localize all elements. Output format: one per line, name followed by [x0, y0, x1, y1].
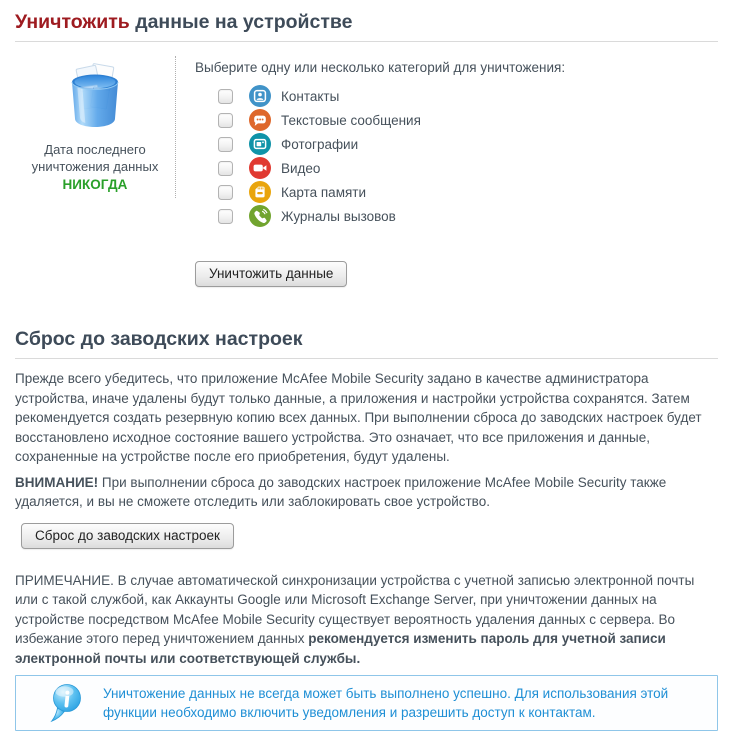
category-prompt: Выберите одну или несколько категорий для уничтожения: [195, 60, 566, 75]
info-box-text: Уничтожение данных не всегда может быть выполнено успешно. Для использования этой функции необходимо включить уведомления и разрешить доступ к контактам. [103, 685, 669, 720]
factory-reset-button[interactable]: Сброс до заводских настроек [21, 523, 234, 549]
contacts-checkbox[interactable] [218, 89, 233, 104]
photos-icon [249, 133, 271, 155]
wipe-title-highlight: Уничтожить [15, 11, 130, 33]
wipe-title-rest: данные на устройстве [129, 11, 353, 33]
photos-checkbox[interactable] [218, 137, 233, 152]
memory-card-checkbox[interactable] [218, 185, 233, 200]
section-divider [15, 358, 718, 359]
info-balloon-icon [48, 683, 84, 723]
reset-warning-paragraph [15, 473, 718, 512]
trash-can-icon [65, 62, 125, 129]
reset-section-title: Сброс до заводских настроек [15, 328, 303, 350]
contacts-icon [249, 85, 271, 107]
wipe-button-row [195, 261, 718, 287]
note-text: ПРИМЕЧАНИЕ. В случае автоматической синхронизации устройства с учетной записью электронной почты или с такой службой, как Аккаунты Google или Microsoft Exchange Server, при уничтожении данных на устройстве посредством McAfee Mobile Security существует вероятность удаления данных с сервера. Во избежание этого перед уничтожением данных [15, 572, 695, 646]
section-divider [15, 41, 718, 42]
category-list [195, 85, 718, 227]
note-paragraph [15, 571, 718, 669]
wipe-data-button[interactable]: Уничтожить данные [195, 261, 347, 287]
reset-intro-paragraph: Прежде всего убедитесь, что приложение McAfee Mobile Security задано в качестве администратора устройства, иначе удалены будут только данные, а приложения и настройки устройства сохранятся. Затем рекомендуется создать резервную копию всех данных. При выполнении сброса до заводских настроек будет восстановлено исходное состояние вашего устройства. Это означает, что все приложения и данные, сохраненные на устройстве после его приобретения, будут удалены. [15, 371, 702, 464]
category-row-call-logs [195, 205, 718, 227]
call-logs-checkbox[interactable] [218, 209, 233, 224]
call-logs-icon [249, 205, 271, 227]
wipe-section-title [15, 0, 718, 34]
last-wipe-label: Дата последнего уничтожения данных [31, 142, 159, 174]
last-wipe-panel [15, 56, 176, 198]
category-row-contacts [195, 85, 718, 107]
messages-checkbox[interactable] [218, 113, 233, 128]
warning-lead: ВНИМАНИЕ! [15, 474, 99, 490]
category-label: Текстовые сообщения [281, 112, 421, 128]
category-label: Карта памяти [281, 184, 367, 200]
memory-card-icon [249, 181, 271, 203]
category-row-video [195, 157, 718, 179]
category-label: Контакты [281, 88, 340, 104]
video-checkbox[interactable] [218, 161, 233, 176]
wipe-section-body [15, 56, 718, 287]
last-wipe-value: НИКОГДА [62, 177, 128, 192]
reset-button-row [21, 523, 718, 549]
note-bold-text: рекомендуется изменить пароль для учетной записи электронной почты или соответствующей службы. [15, 631, 666, 666]
warning-text: При выполнении сброса до заводских настроек приложение McAfee Mobile Security также удаляется, и вы не сможете отследить или заблокировать свое устройство. [15, 474, 667, 509]
messages-icon [249, 109, 271, 131]
video-icon [249, 157, 271, 179]
category-row-photos [195, 133, 718, 155]
info-box [15, 675, 718, 731]
category-row-messages [195, 109, 718, 131]
category-label: Фотографии [281, 136, 359, 152]
wipe-categories-panel [176, 56, 718, 287]
category-label: Видео [281, 160, 321, 176]
category-row-memory-card [195, 181, 718, 203]
category-label: Журналы вызовов [281, 208, 396, 224]
